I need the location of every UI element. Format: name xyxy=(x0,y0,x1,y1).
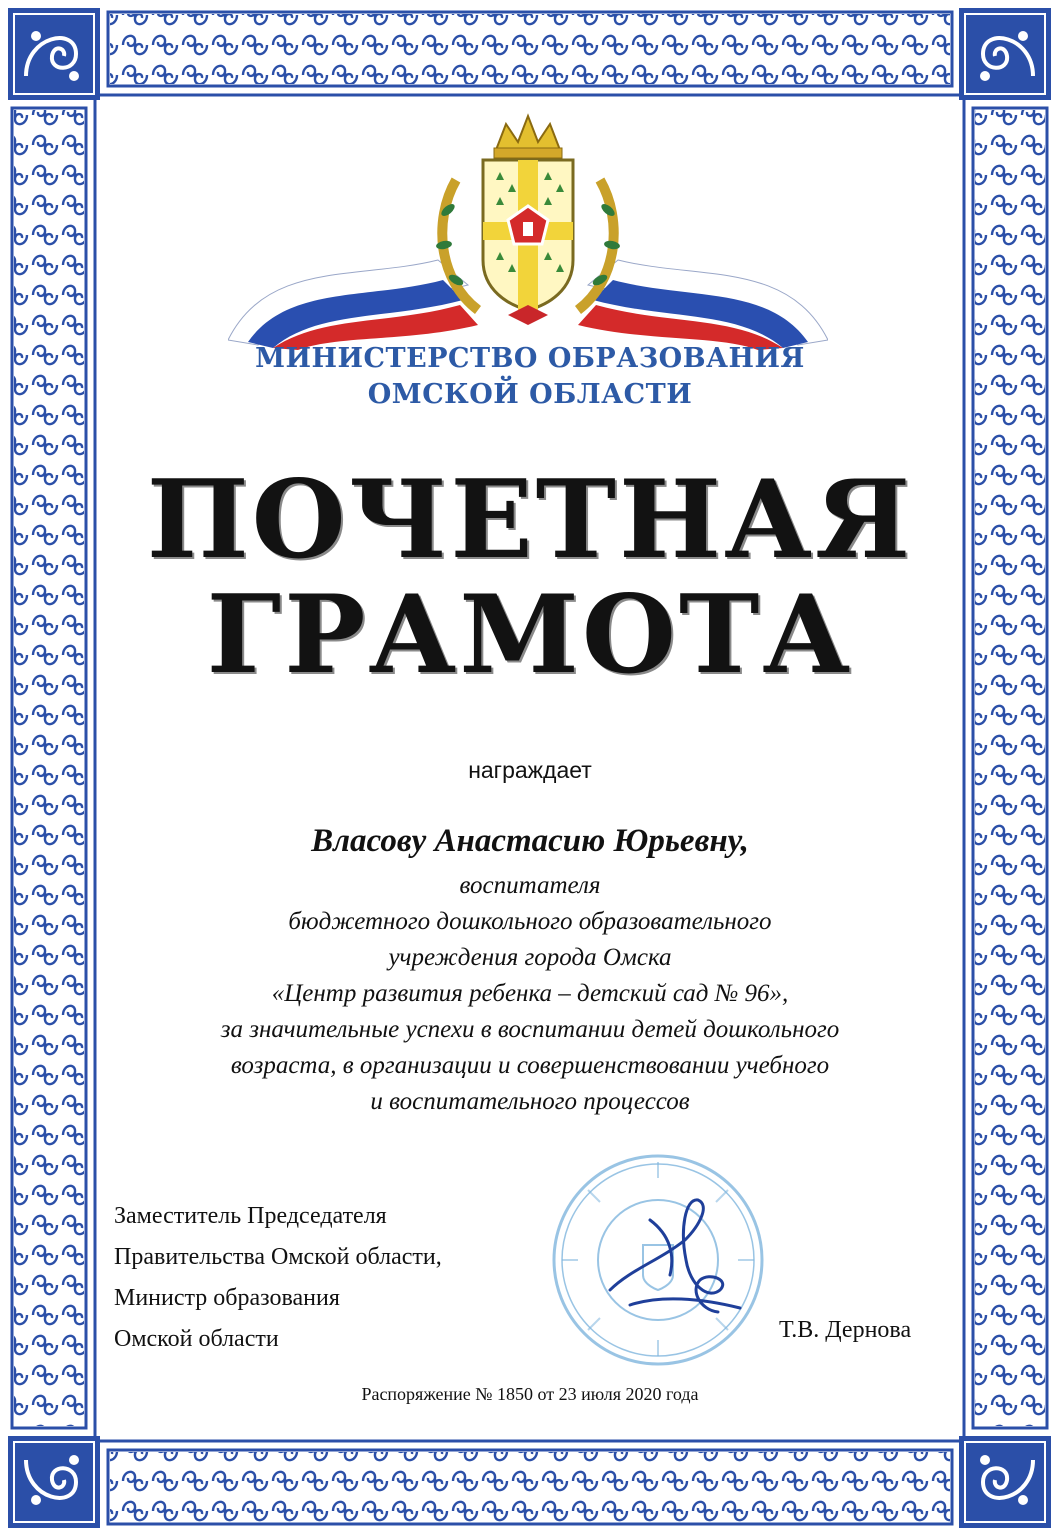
corner-ornament-icon xyxy=(957,6,1053,102)
corner-ornament-icon xyxy=(6,6,102,102)
certificate-title-line-1: ПОЧЕТНАЯ xyxy=(146,457,914,583)
certificate-title-line-2: ГРАМОТА xyxy=(206,572,854,698)
signatory-position-line: Заместитель Председателя xyxy=(114,1203,387,1229)
signatory-position-line: Правительства Омской области, xyxy=(114,1244,442,1270)
award-description-line: бюджетного дошкольного образовательного xyxy=(288,908,772,935)
border-ornament-right xyxy=(959,100,1059,1436)
award-description-line: «Центр развития ребенка – детский сад № 96», xyxy=(271,980,789,1007)
border-ornament-top xyxy=(0,0,1059,100)
signatory-position-line: Министр образования xyxy=(114,1285,340,1311)
corner-ornament-icon xyxy=(6,1434,102,1530)
corner-ornament-icon xyxy=(957,1434,1053,1530)
border-ornament-bottom xyxy=(0,1436,1059,1536)
order-reference: Распоряжение № 1850 от 23 июля 2020 года xyxy=(361,1384,699,1404)
award-description-line: за значительные успехи в воспитании детей дошкольного xyxy=(220,1016,840,1043)
border-ornament-left xyxy=(0,100,100,1436)
award-description-line: воспитателя xyxy=(459,872,601,899)
signatory-name: Т.В. Дернова xyxy=(779,1317,912,1343)
signatory-position xyxy=(114,1196,442,1360)
signatory-position-line: Омской области xyxy=(114,1326,279,1352)
award-description-line: и воспитательного процессов xyxy=(370,1088,690,1115)
award-description xyxy=(130,868,930,1120)
handwritten-signature xyxy=(590,1180,750,1330)
award-description-line: возраста, в организации и совершенствовании учебного xyxy=(230,1052,830,1079)
recipient-name: Власову Анастасию Юрьевну, xyxy=(311,823,749,859)
ministry-title-line-2: ОМСКОЙ ОБЛАСТИ xyxy=(367,379,693,410)
omsk-coat-of-arms-emblem xyxy=(228,110,828,350)
award-description-line: учреждения города Омска xyxy=(388,944,672,971)
award-verb: награждает xyxy=(468,757,592,783)
ministry-title-line-1: МИНИСТЕРСТВО ОБРАЗОВАНИЯ xyxy=(255,343,805,374)
